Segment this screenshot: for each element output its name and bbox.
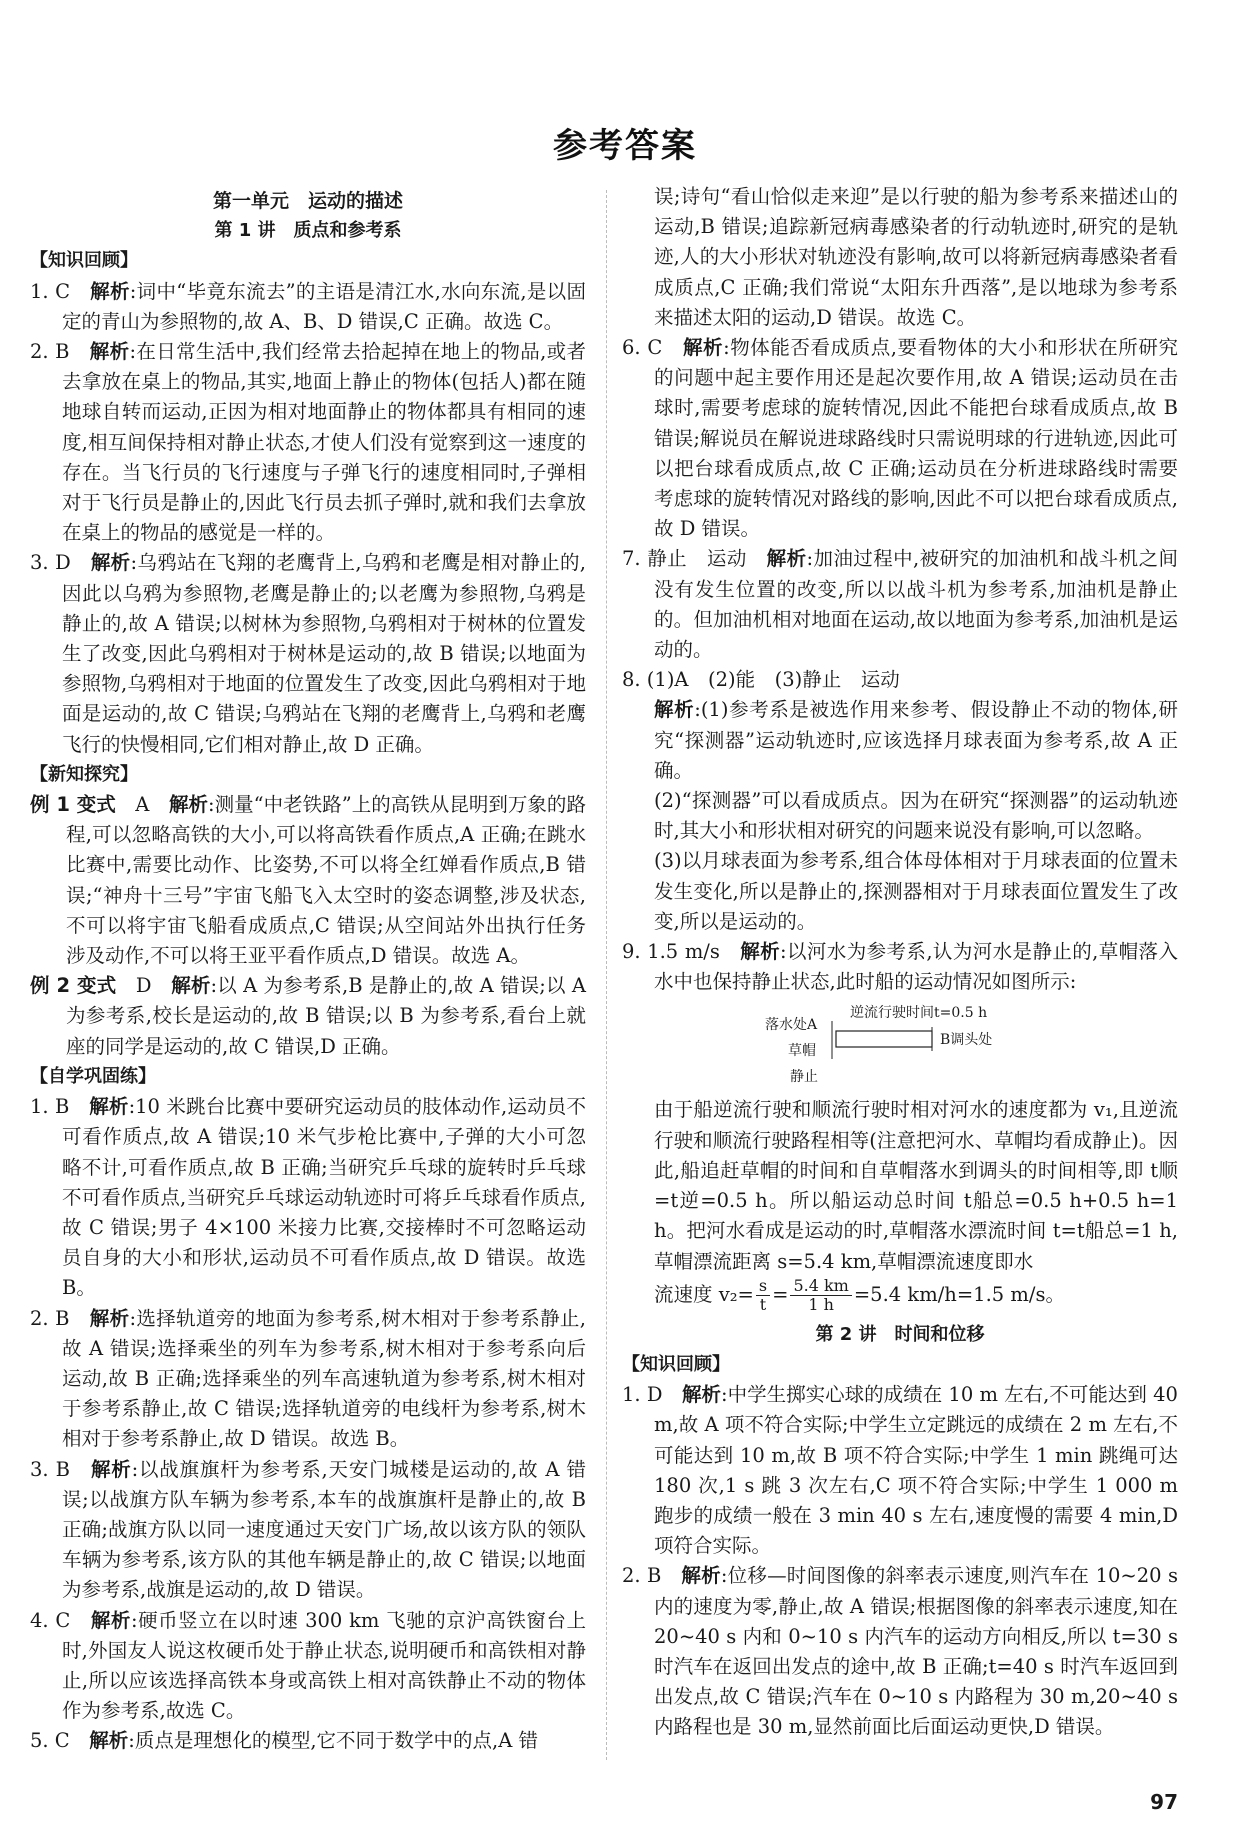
river-segment — [836, 1031, 932, 1047]
analysis-label: 解析 — [90, 279, 130, 303]
answer-choice: A — [135, 793, 150, 817]
answer-item — [622, 937, 1178, 997]
answer-item — [622, 1561, 1178, 1742]
analysis-text: :10 米跳台比赛中要研究运动员的肢体动作,运动员不可看作质点,故 A 错误;10 米气步枪比赛中,子弹的大小可忽略不计,可看作质点,故 B 正确;当研究乒乓球的旋转时乒乓球不可看作质点,当研究乒乓球运动轨迹时可将乒乓球看作质点,故 C 错误;男子 4×100 米接力比赛,交接棒时不可忽略运动员自身的大小和形状,运动员不可看作质点,故 D 错误。故选 B。 — [62, 1095, 586, 1300]
answer-item — [30, 1726, 586, 1756]
analysis-text: :选择轨道旁的地面为参考系,树木相对于参考系静止,故 A 错误;选择乘坐的列车为参考系,树木相对于参考系向后运动,故 B 正确;选择乘坐的列车高速轨道为参考系,树木相对于参考系静止,故 C 错误;选择轨道旁的电线杆为参考系,树木相对于参考系静止,故 D 错误。故选 B。 — [62, 1306, 586, 1451]
answer-number: 1. B — [30, 1095, 70, 1119]
boat-diagram — [622, 999, 1178, 1091]
answer-number: 9. 1.5 m/s — [622, 940, 720, 964]
answer-number: 1. D — [622, 1383, 663, 1407]
analysis-text: :以 A 为参考系,B 是静止的,故 A 错误;以 A 为参考系,校长是运动的,故 B 错误;以 B 为参考系,看台上就座的同学是运动的,故 C 错误,D 正确。 — [66, 974, 586, 1058]
answer-item — [30, 1092, 586, 1303]
analysis-text: :词中“毕竟东流去”的主语是清江水,水向东流,是以固定的青山为参照物的,故 A、B、D 错误,C 正确。故选 C。 — [62, 279, 586, 333]
answer-item — [622, 1380, 1178, 1561]
analysis-text: :物体能否看成质点,要看物体的大小和形状在所研究的问题中起主要作用还是起次要作用,故 A 错误;运动员在击球时,需要考虑球的旋转情况,因此不能把台球看成质点,故 B 错误;解说员在解说进球路线时只需说明球的行进轨迹,因此可以把台球看成质点,故 C 正确;运动员在分析进球路线时需要考虑球的旋转情况对路线的影响,因此不可以把台球看成质点,故 D 错误。 — [654, 336, 1178, 541]
answer-number: 7. 静止 运动 — [622, 547, 747, 571]
analysis-label: 解析 — [89, 1729, 129, 1753]
analysis-label: 解析 — [91, 1457, 132, 1481]
analysis-text: :测量“中老铁路”上的高铁从昆明到万象的路程,可以忽略高铁的大小,可以将高铁看作质点,A 正确;在跳水比赛中,需要比动作、比姿势,不可以将全红婵看作质点,B 错误;“神舟十三号”宇宙飞船飞入太空时的姿态调整,涉及状态,不可以将宇宙飞船看成质点,C 错误;从空间站外出执行任务涉及动作,不可以将王亚平看作质点,D 错误。故选 A。 — [66, 793, 586, 968]
answer-item — [30, 1606, 586, 1727]
fall-point-label: 落水处A — [765, 1017, 818, 1034]
answer-item — [30, 548, 586, 759]
analysis-text: :乌鸦站在飞翔的老鹰背上,乌鸦和老鹰是相对静止的,因此以乌鸦为参照物,老鹰是静止的;以老鹰为参照物,乌鸦是静止的,故 A 错误;以树林为参照物,乌鸦相对于树林的位置发生了改变,因此乌鸦相对于树林是运动的,故 B 错误;以地面为参照物,乌鸦相对于地面的位置发生了改变,因此乌鸦相对于地面是运动的,故 C 错误;乌鸦站在飞翔的老鹰背上,乌鸦和老鹰飞行的快慢相同,它们相对静止,故 D 正确。 — [62, 551, 586, 756]
analysis-paragraph — [622, 695, 1178, 786]
answer-number: 4. C — [30, 1608, 71, 1632]
analysis-text: :质点是理想化的模型,它不同于数学中的点,A 错 — [128, 1729, 539, 1753]
fraction-denominator: t — [759, 1294, 767, 1314]
example-label: 例 1 变式 — [30, 793, 116, 817]
analysis-text: :在日常生活中,我们经常去拾起掉在地上的物品,或者去拿放在桌上的物品,其实,地面上静止的物体(包括人)都在随地球自转而运动,正因为相对地面静止的物体都具有相同的速度,相互间保持相对静止状态,才使人们没有觉察到这一速度的存在。当飞行员的飞行速度与子弹飞行的速度相同时,子弹相对于飞行员是静止的,因此飞行员去抓子弹时,就和我们去拿放在桌上的物品的感觉是一样的。 — [62, 340, 586, 545]
equals-sign: = — [772, 1282, 789, 1306]
analysis-label: 解析 — [89, 340, 130, 364]
upstream-time-label: 逆流行驶时间t=0.5 h — [850, 1005, 988, 1022]
analysis-label: 解析 — [89, 1306, 130, 1330]
fraction-s-over-t — [756, 1277, 770, 1314]
answer-number: 2. B — [30, 1306, 70, 1330]
section-heading: 【知识回顾】 — [622, 1353, 730, 1375]
answer-item — [30, 277, 586, 337]
fraction-denominator: 1 h — [808, 1294, 834, 1314]
analysis-label: 解析 — [681, 1383, 722, 1407]
answer-item — [30, 1455, 586, 1606]
lesson-title: 第 1 讲 质点和参考系 — [214, 220, 402, 242]
still-label: 静止 — [790, 1069, 818, 1086]
right-column — [622, 182, 1178, 1743]
section-heading: 【知识回顾】 — [30, 250, 138, 272]
answer-number: 2. B — [30, 340, 70, 364]
answer-choice: D — [135, 974, 152, 998]
fraction-numerator: s — [756, 1277, 770, 1296]
answer-item — [622, 665, 1178, 695]
analysis-label: 解析 — [681, 1564, 721, 1588]
analysis-label: 解析 — [90, 551, 131, 575]
analysis-text: :以河水为参考系,认为河水是静止的,草帽落入水中也保持静止状态,此时船的运动情况如图所示: — [654, 940, 1178, 994]
answer-number: 8. (1)A (2)能 (3)静止 运动 — [622, 668, 900, 692]
left-column — [30, 186, 586, 1757]
answer-number: 3. B — [30, 1457, 70, 1481]
example-label: 例 2 变式 — [30, 974, 117, 998]
unit-title: 第一单元 运动的描述 — [212, 190, 403, 212]
analysis-paragraph: 由于船逆流行驶和顺流行驶时相对河水的速度都为 v₁,且逆流行驶和顺流行驶路程相等(注意把河水、草帽均看成静止)。因此,船追赶草帽的时间和自草帽落水到调头的时间相等,即 t顺=t逆=0.5 h。所以船运动总时间 t船总=0.5 h+0.5 h=1 h。把河水看成是运动的时,草帽落水漂流时间 t=t船总=1 h,草帽漂流距离 s=5.4 km,草帽漂流速度即水 — [654, 1098, 1178, 1273]
answer-item — [30, 1304, 586, 1455]
page-number: 97 — [1150, 1790, 1178, 1814]
answer-item — [30, 971, 586, 1062]
continued-text: 误;诗句“看山恰似走来迎”是以行驶的船为参考系来描述山的运动,B 错误;追踪新冠病毒感染者的行动轨迹时,研究的是轨迹,人的大小形状对轨迹没有影响,故可以将新冠病毒感染者看成质点,C 正确;我们常说“太阳东升西落”,是以地球为参考系来描述太阳的运动,D 错误。故选 C。 — [654, 185, 1178, 329]
answer-number: 1. C — [30, 279, 71, 303]
analysis-text: :(1)参考系是被选作用来参考、假设静止不动的物体,研究“探测器”运动轨迹时,应该选择月球表面为参考系,故 A 正确。 — [654, 698, 1178, 782]
analysis-paragraph: (2)“探测器”可以看成质点。因为在研究“探测器”的运动轨迹时,其大小和形状相对研究的问题来说没有影响,可以忽略。 — [654, 789, 1178, 843]
formula-result: =5.4 km/h=1.5 m/s。 — [853, 1282, 1065, 1306]
hat-label: 草帽 — [788, 1043, 816, 1060]
analysis-label: 解析 — [766, 547, 807, 571]
formula-prefix: 流速度 v₂= — [654, 1282, 754, 1306]
analysis-label: 解析 — [654, 698, 695, 722]
analysis-text: :硬币竖立在以时速 300 km 飞驰的京沪高铁窗台上时,外国友人说这枚硬币处于静止状态,说明硬币和高铁相对静止,所以应该选择高铁本身或高铁上相对高铁静止不动的物体作为参考系,故选 C。 — [62, 1608, 586, 1723]
analysis-label: 解析 — [168, 793, 208, 817]
analysis-text: :位移—时间图像的斜率表示速度,则汽车在 10~20 s 内的速度为零,静止,故 A 错误;根据图像的斜率表示速度,知在 20~40 s 内和 0~10 s 内汽车的运动方向相反,所以 t=30 s 时汽车在返回出发点的途中,故 B 正确;t=40 s 时汽车返回到出发点,故 C 错误;汽车在 0~10 s 内路程为 30 m,20~40 s 内路程也是 30 m,显然前面比后面运动更快,D 错误。 — [654, 1564, 1178, 1739]
answer-number: 3. D — [30, 551, 71, 575]
answer-item — [622, 333, 1178, 544]
lesson-title: 第 2 讲 时间和位移 — [815, 1323, 985, 1345]
turn-point-label: B调头处 — [940, 1032, 993, 1049]
speed-formula — [622, 1277, 1178, 1314]
section-heading: 【新知探究】 — [30, 763, 138, 785]
analysis-text: :以战旗旗杆为参考系,天安门城楼是运动的,故 A 错误;以战旗方队车辆为参考系,本车的战旗旗杆是静止的,故 B 正确;战旗方队以同一速度通过天安门广场,故以该方队的领队车辆为参考系,该方队的其他车辆是静止的,故 C 错误;以地面为参考系,战旗是运动的,故 D 错误。 — [62, 1457, 586, 1602]
page-title: 参考答案 — [553, 126, 697, 166]
analysis-label: 解析 — [90, 1608, 131, 1632]
section-heading: 【自学巩固练】 — [30, 1065, 156, 1087]
analysis-paragraph: (3)以月球表面为参考系,组合体母体相对于月球表面的位置未发生变化,所以是静止的,探测器相对于月球表面位置发生了改变,所以是运动的。 — [654, 849, 1178, 933]
answer-number: 5. C — [30, 1729, 70, 1753]
analysis-label: 解析 — [740, 940, 781, 964]
answer-number: 2. B — [622, 1564, 662, 1588]
analysis-label: 解析 — [89, 1095, 129, 1119]
answer-item — [30, 337, 586, 548]
analysis-text: :中学生掷实心球的成绩在 10 m 左右,不可能达到 40 m,故 A 项不符合实际;中学生立定跳远的成绩在 2 m 左右,不可能达到 10 m,故 B 项不符合实际;中学生 1 min 跳绳可达 180 次,1 s 跳 3 次左右,C 项不符合实际;中学生 1 000 m 跑步的成绩一般在 3 min 40 s 左右,速度慢的需要 4 min,D 项符合实际。 — [654, 1383, 1178, 1558]
answer-item — [622, 544, 1178, 665]
fraction-numerator: 5.4 km — [790, 1277, 851, 1296]
analysis-label: 解析 — [171, 974, 211, 998]
answer-number: 6. C — [622, 336, 663, 360]
analysis-label: 解析 — [682, 336, 724, 360]
fraction-values — [790, 1277, 851, 1314]
analysis-text: :加油过程中,被研究的加油机和战斗机之间没有发生位置的改变,所以以战斗机为参考系,加油机是静止的。但加油机相对地面在运动,故以地面为参考系,加油机是运动的。 — [654, 547, 1178, 662]
answer-item — [30, 790, 586, 971]
column-divider — [606, 190, 607, 1760]
